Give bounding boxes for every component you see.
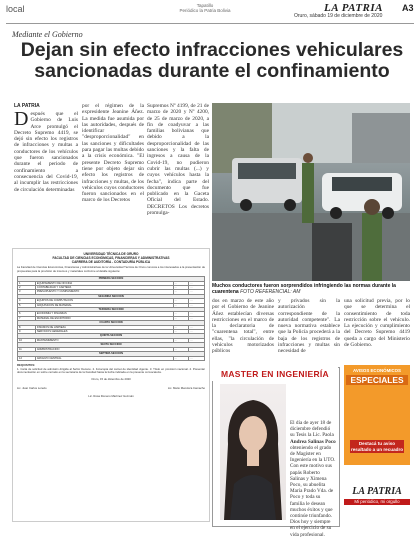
notice-org-3: CARRERA DE AUDITORÍA - CONTADURÍA PÚBLICA [71,260,151,264]
table-row: 10 MANTENIMIENTO ... ... [18,338,205,342]
table-cell: ADQUISICIÓN DE MATERIAL [35,303,173,307]
notice-table [17,276,205,361]
ad-portrait [220,384,286,520]
notice-intro: La Facultad de Ciencias Económicas, Financieras y Administrativas de la Universidad Técnica de Oruro convoca a los interesados a la presentación de propuestas para la provisión de insumos y materiales conforme al detalle siguiente: [17,265,205,273]
table-section: PRIMERA SECCIÓN [18,277,205,281]
table-row: 11 ADMINISTRACIÓN ... ... [18,347,205,351]
page-number: A3 [402,3,414,13]
table-section: SÉPTIMA SECCIÓN [18,352,205,356]
header-divider [6,23,414,24]
table-section: CUARTA SECCIÓN [18,321,205,325]
ad-text [290,420,336,537]
table-cell: CONTABILIDAD Y CARTERA [35,286,173,290]
table-section: SEGUNDA SECCIÓN [18,294,205,298]
table-row: 12 ARCHIVO CENTRAL ... ... [18,356,205,360]
article-photo [212,103,410,281]
promo-label: AVISOS ECONÓMICOS [353,368,401,373]
ad-text-1: El día de ayer 18 de diciembre defendió su Tesis la Lic. Paola [290,420,334,439]
signature-1: Lic. Juan Carlos Loredo [17,386,47,391]
signature-2: Lic. Mario Mendoza Camacho [167,386,205,391]
table-cell: MANTENIMIENTO [35,338,173,342]
ad-honoree-name: Andrea Salinas Poco [290,438,336,445]
notice-org-2: FACULTAD DE CIENCIAS ECONÓMICAS, FINANCIERAS Y ADMINISTRATIVAS [52,256,170,260]
ad-text-2: obteniendo el grado de Magíster en Ingeniería en la UTO. Con este motivo sus papás Roberto Salinas y Ximena Poco, su abuelita María Prado Vda. de Poco y toda su familia le desean muchos éxitos y que continúe triunfando. Dios hoy y siempre en el ejercicio de su vida profesional. [290,444,336,537]
footer-slogan: Mi periódico, mi orgullo [344,499,410,505]
article-column-6: una solicitud previa, por lo que se determina el consentimiento de toda restricción sobre el vehículo. La ejecución y cumplimiento del Decreto Supremo 4419 queda a cargo del Ministerio de Gobierno. [344,298,410,349]
notice-org-1: UNIVERSIDAD TÉCNICA DE ORURO [83,252,139,256]
masthead-logo: LA PATRIA [324,2,384,14]
table-cell: ECONOMÍA Y FINANZAS [35,312,173,316]
promo-title: ESPECIALES [346,375,408,385]
notice-notes: 1. Carta de solicitud de admisión dirigida al Señor Decano. 2. Fotocopia del carnet de identidad vigente. 3. Título en provisión nacional. 4. Presentar documentación en sobre cerrado en la secretaría de la Facultad hasta la fecha indicada en la presente convocatoria. [17,366,205,375]
table-cell: INSUMOS DE LIMPIEZA [35,325,173,329]
article-column-5: y privados sin la autorización correspondiente de la autoridad competente". La nueva normativa establece que la Policía procederá a la baja de los registros de infracciones y multas sin necesidad de [278,298,340,355]
table-row: 7 MATERIAL DE ESCRITORIO ... ... [18,316,205,320]
drop-cap: D [14,108,29,130]
table-row: 2 CONTABILIDAD Y CARTERA ... ... [18,286,205,290]
table-cell: MATERIAL DE ESCRITORIO [35,316,173,320]
notice-notes-title: REQUISITOS: [17,362,36,367]
table-row: 5 ADQUISICIÓN DE MATERIAL ... ... [18,303,205,307]
official-notice [12,248,210,522]
promo-cta: Destacá tu aviso resaltado a un recuadro [350,441,404,452]
table-cell: PRESUPUESTO Y CUMPLIMIENTO [35,290,173,294]
table-section: SEXTA SECCIÓN [18,343,205,347]
header-tagline [150,3,260,13]
photo-credit: FOTO REFERENCIAL: AM [240,289,301,295]
table-cell: ARCHIVO CENTRAL [35,356,173,360]
table-section: TERCERA SECCIÓN [18,308,205,312]
article-column-3: Supremos Nº 4199, de 21 de marzo de 2020 y Nº 4200, de 25 de marzo de 2020, a fin de coadyuvar a las familias bolivianas que debido a la desproporcionalidad de las sanciones y la falta de ingresos a causa de la Covid-19, no pudieron cubrir las multas (...) y cuyos vehículos hasta la fecha", indica parte del documento que fue publicado en la Gaceta Oficial del Estado. DECRETOS Los decretos promulga- [147,103,209,217]
section-label: local [6,4,25,14]
article-column-4: dos en marzo de este año por el Gobierno de Jeanine Áñez establecían diversas restricciones en el marco de la declaratoria de "cuarentena total", entre ellas, "la circulación de vehículos motorizados públicos [212,298,274,355]
column-1-text: espués que el Gobierno de Luis Arce promulgó el Decreto Supremo 4419, se dejó sin efecto los registros de infracciones y multas a conductores de los vehículos que fueron sancionados durante el periodo de confinamiento a consecuencia del Covid-19, al incumplir las restricciones de circulación determinadas [14,111,78,193]
table-section: QUINTA SECCIÓN [18,334,205,338]
table-row: 4 EQUIPOS DE COMPUTACIÓN ... ... [18,299,205,303]
table-cell: ADMINISTRACIÓN [35,347,173,351]
notice-footer: Oruro, 15 de diciembre de 2020 [91,376,131,381]
table-cell: EQUIPOS DE COMPUTACIÓN [35,299,173,303]
table-cell: EQUIPAMIENTO DE OFICINA [35,281,173,285]
issue-date: Oruro, sábado 19 de diciembre de 2020 [294,13,383,19]
article-column-1 [14,108,78,193]
table-row: 6 ECONOMÍA Y FINANZAS ... ... [18,312,205,316]
article-byline: LA PATRIA [14,103,40,109]
table-row: 3 PRESUPUESTO Y CUMPLIMIENTO ... ... [18,290,205,294]
graduate-portrait-image [220,384,286,520]
header-tagline-1: Tapatillo [196,3,214,8]
ad-title: MASTER EN INGENIERÍA [212,367,338,381]
photo-caption-text: Muchos conductores fueron sorprendidos infringiendo las normas durante la cuarentena [212,283,396,295]
table-cell: SERVICIOS GENERALES [35,330,173,334]
signature-3: Lic. Rosa Romero Martínez Guzmán [88,393,134,398]
article-column-2: por el régimen de la expresidente Jeanine Áñez. La medida fue asumida por las autoridades, después de identificar "desproporcionalidad" en las sanciones y dificultades para pagar las multas debido a la crisis económica. "El presente Decreto Supremo tiene por objeto dejar sin efecto los registros de infracciones y multas, de los vehículos cuyos conductores fueron sancionados en el marco de los Decretos [82,103,144,204]
table-row: 9 SERVICIOS GENERALES ... ... [18,330,205,334]
article-kicker: Mediante el Gobierno [12,30,83,39]
footer-logo: LA PATRIA [352,486,402,497]
header-tagline-2: Periódico la Patria Bolivia [179,8,231,13]
article-headline: Dejan sin efecto infracciones vehiculares sancionadas durante el confinamiento [20,39,404,82]
photo-caption [212,283,410,295]
notice-signatures [13,387,209,391]
table-row: 1 EQUIPAMIENTO DE OFICINA ... ... [18,281,205,285]
traffic-scene-image [212,103,410,281]
table-row: 8 INSUMOS DE LIMPIEZA ... ... [18,325,205,329]
